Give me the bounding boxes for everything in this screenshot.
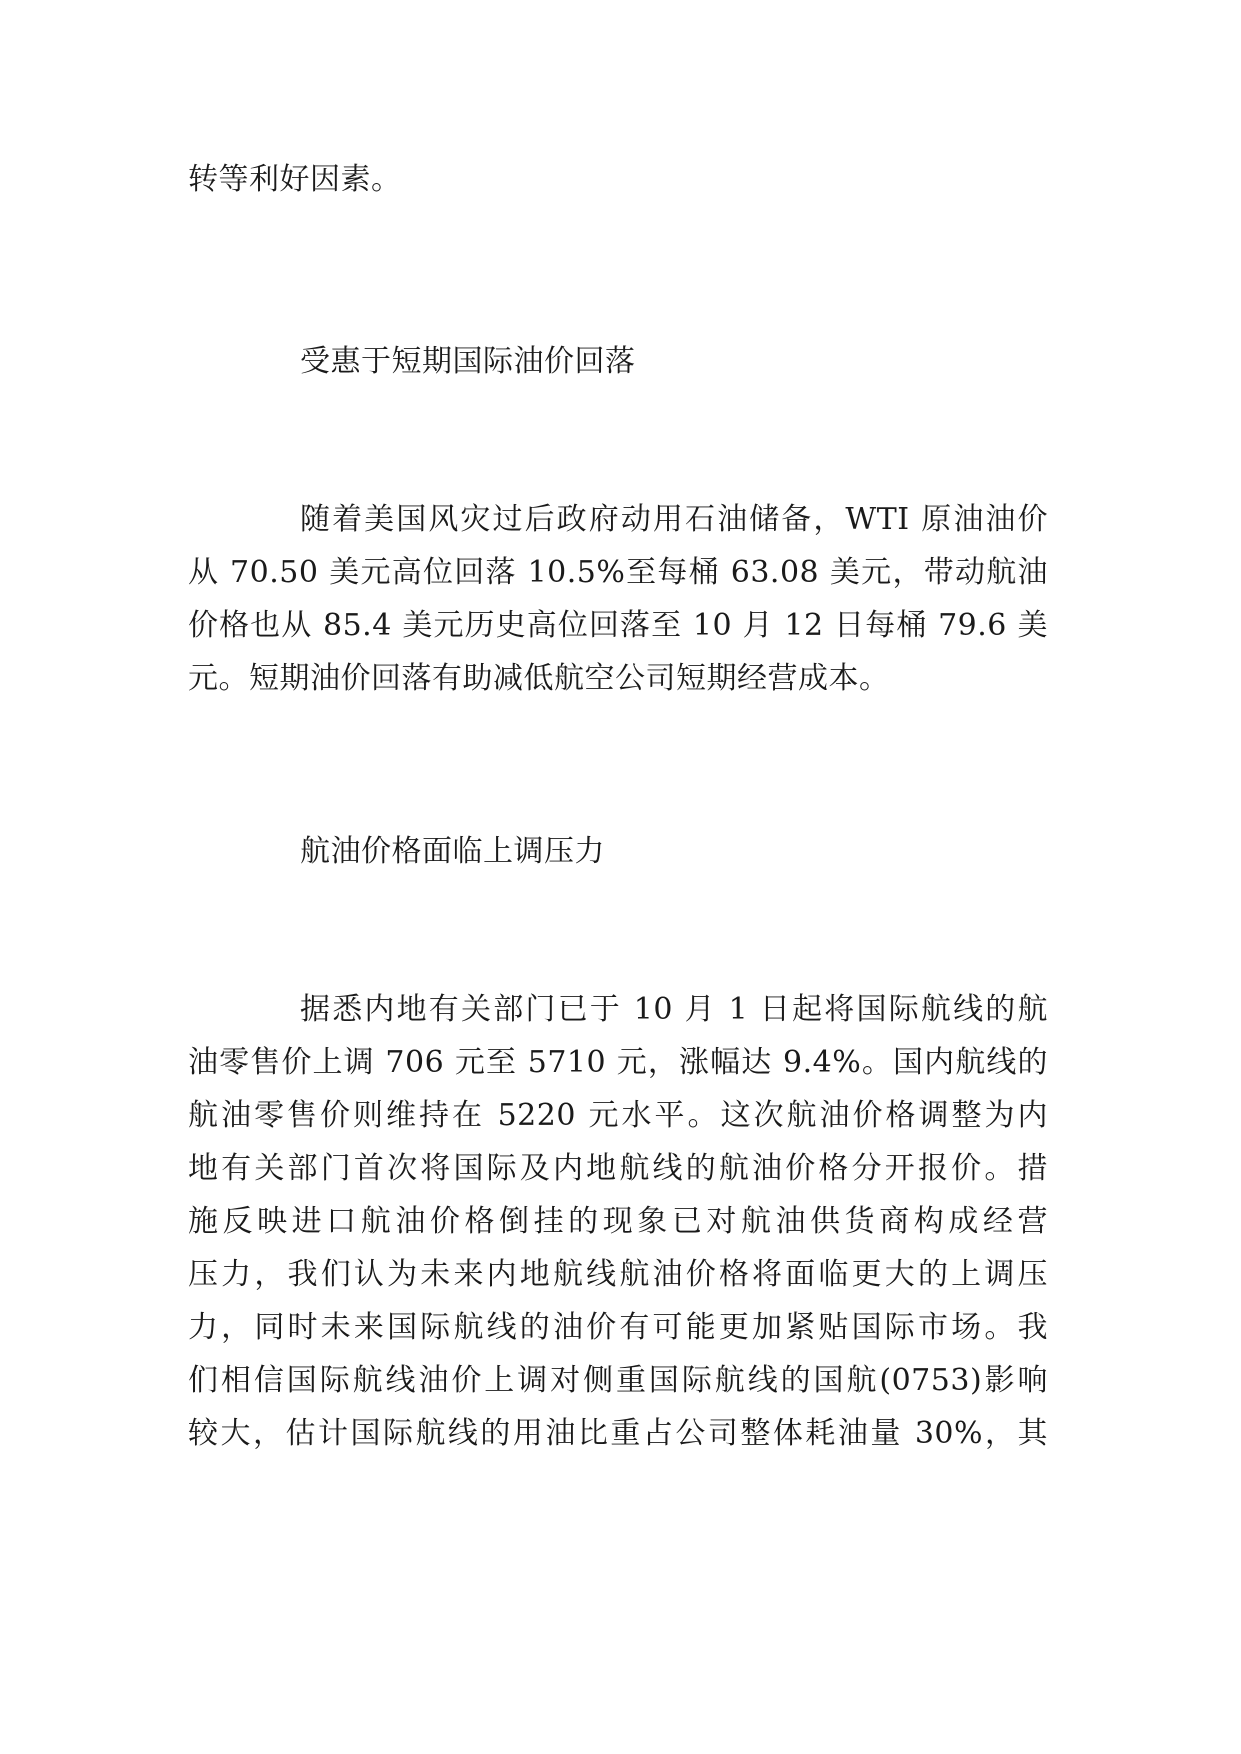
section-heading: 航油价格面临上调压力 [300,834,605,869]
paragraph-line: 油零售价上调 706 元至 5710 元，涨幅达 9.4%。国内航线的 [188,1045,1048,1080]
paragraph-line: 航油零售价则维持在 5220 元水平。这次航油价格调整为内 [188,1098,1048,1133]
paragraph-line: 施反映进口航油价格倒挂的现象已对航油供货商构成经营 [188,1204,1048,1239]
paragraph-line: 较大，估计国际航线的用油比重占公司整体耗油量 30%，其 [188,1416,1048,1451]
section-heading: 受惠于短期国际油价回落 [300,344,636,379]
paragraph-line: 们相信国际航线油价上调对侧重国际航线的国航(0753)影响 [188,1363,1048,1398]
paragraph-line: 元。短期油价回落有助减低航空公司短期经营成本。 [188,661,890,696]
paragraph-line: 压力，我们认为未来内地航线航油价格将面临更大的上调压 [188,1257,1048,1292]
paragraph-line: 地有关部门首次将国际及内地航线的航油价格分开报价。措 [188,1151,1048,1186]
paragraph-line: 从 70.50 美元高位回落 10.5%至每桶 63.08 美元，带动航油 [188,555,1048,590]
paragraph-line: 随着美国风灾过后政府动用石油储备，WTI 原油油价 [300,502,1048,537]
paragraph-line: 转等利好因素。 [188,162,402,197]
paragraph-line: 价格也从 85.4 美元历史高位回落至 10 月 12 日每桶 79.6 美 [188,608,1048,643]
paragraph-line: 力，同时未来国际航线的油价有可能更加紧贴国际市场。我 [188,1310,1048,1345]
paragraph-line: 据悉内地有关部门已于 10 月 1 日起将国际航线的航 [300,992,1048,1027]
